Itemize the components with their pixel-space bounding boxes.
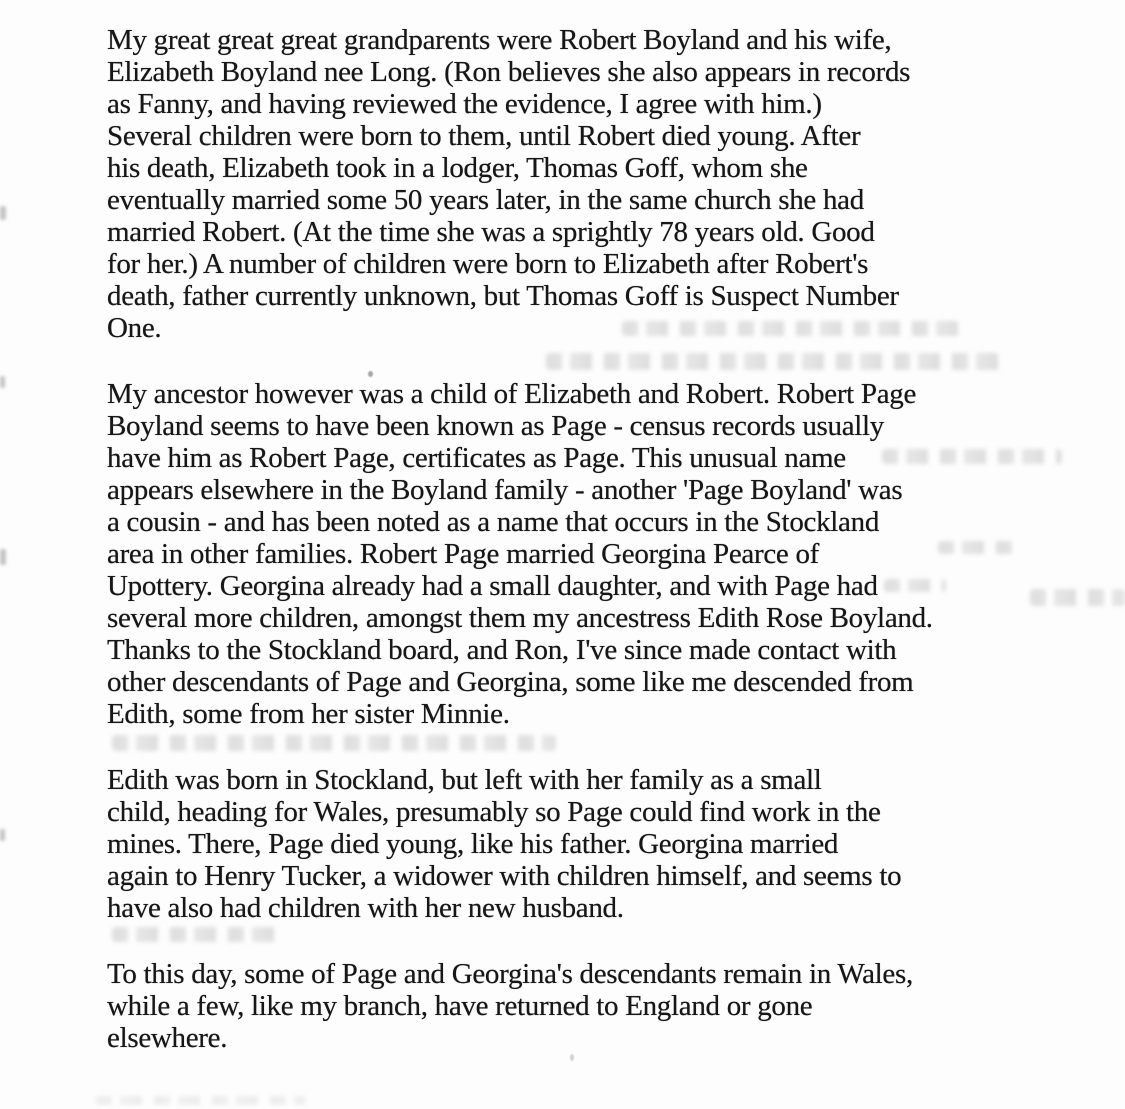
text-line: his death, Elizabeth took in a lodger, Thomas Goff, whom she xyxy=(107,152,808,184)
text-line: again to Henry Tucker, a widower with children himself, and seems to xyxy=(107,860,902,892)
text-line: have also had children with her new husband. xyxy=(107,892,624,924)
scan-edge-mark xyxy=(0,206,6,220)
text-line: Thanks to the Stockland board, and Ron, I've since made contact with xyxy=(107,634,897,666)
scan-edge-mark xyxy=(0,549,6,565)
text-line: as Fanny, and having reviewed the evidence, I agree with him.) xyxy=(107,88,822,120)
text-line: My great great great grandparents were Robert Boyland and his wife, xyxy=(107,24,892,56)
text-line: several more children, amongst them my ancestress Edith Rose Boyland. xyxy=(107,602,933,634)
text-line: eventually married some 50 years later, in the same church she had xyxy=(107,184,864,216)
paragraph xyxy=(107,958,1067,1054)
text-line: death, father currently unknown, but Thomas Goff is Suspect Number xyxy=(107,280,899,312)
text-line: Several children were born to them, until Robert died young. After xyxy=(107,120,861,152)
scan-edge-mark xyxy=(0,376,5,388)
paragraph xyxy=(107,24,1067,344)
bleedthrough-smudge xyxy=(1030,589,1125,606)
text-line: child, heading for Wales, presumably so Page could find work in the xyxy=(107,796,881,828)
bleedthrough-smudge xyxy=(884,579,946,592)
scan-speck xyxy=(570,1054,574,1061)
text-line: appears elsewhere in the Boyland family - another 'Page Boyland' was xyxy=(107,474,903,506)
bleedthrough-smudge xyxy=(96,1096,306,1105)
bleedthrough-smudge xyxy=(546,353,1004,370)
paragraph xyxy=(107,764,1067,924)
paragraph xyxy=(107,378,1067,730)
text-line: One. xyxy=(107,312,162,344)
bleedthrough-smudge xyxy=(938,541,1014,554)
scan-speck xyxy=(368,371,373,377)
text-line: Upottery. Georgina already had a small daughter, and with Page had xyxy=(107,570,878,602)
text-line: while a few, like my branch, have returned to England or gone xyxy=(107,990,813,1022)
text-line: elsewhere. xyxy=(107,1022,228,1054)
text-line: for her.) A number of children were born to Elizabeth after Robert's xyxy=(107,248,869,280)
text-line: other descendants of Page and Georgina, some like me descended from xyxy=(107,666,914,698)
bleedthrough-smudge xyxy=(112,927,282,942)
text-line: To this day, some of Page and Georgina's descendants remain in Wales, xyxy=(107,958,913,990)
text-line: area in other families. Robert Page married Georgina Pearce of xyxy=(107,538,820,570)
text-line: a cousin - and has been noted as a name that occurs in the Stockland xyxy=(107,506,880,538)
text-line: have him as Robert Page, certificates as Page. This unusual name xyxy=(107,442,846,474)
text-line: mines. There, Page died young, like his father. Georgina married xyxy=(107,828,839,860)
bleedthrough-smudge xyxy=(622,321,960,336)
bleedthrough-smudge xyxy=(882,449,1062,464)
text-line: My ancestor however was a child of Elizabeth and Robert. Robert Page xyxy=(107,378,917,410)
text-line: Boyland seems to have been known as Page - census records usually xyxy=(107,410,884,442)
text-line: married Robert. (At the time she was a sprightly 78 years old. Good xyxy=(107,216,875,248)
text-line: Elizabeth Boyland nee Long. (Ron believes she also appears in records xyxy=(107,56,911,88)
text-line: Edith, some from her sister Minnie. xyxy=(107,698,510,730)
bleedthrough-smudge xyxy=(112,735,556,751)
scan-edge-mark xyxy=(0,829,5,841)
text-line: Edith was born in Stockland, but left with her family as a small xyxy=(107,764,822,796)
